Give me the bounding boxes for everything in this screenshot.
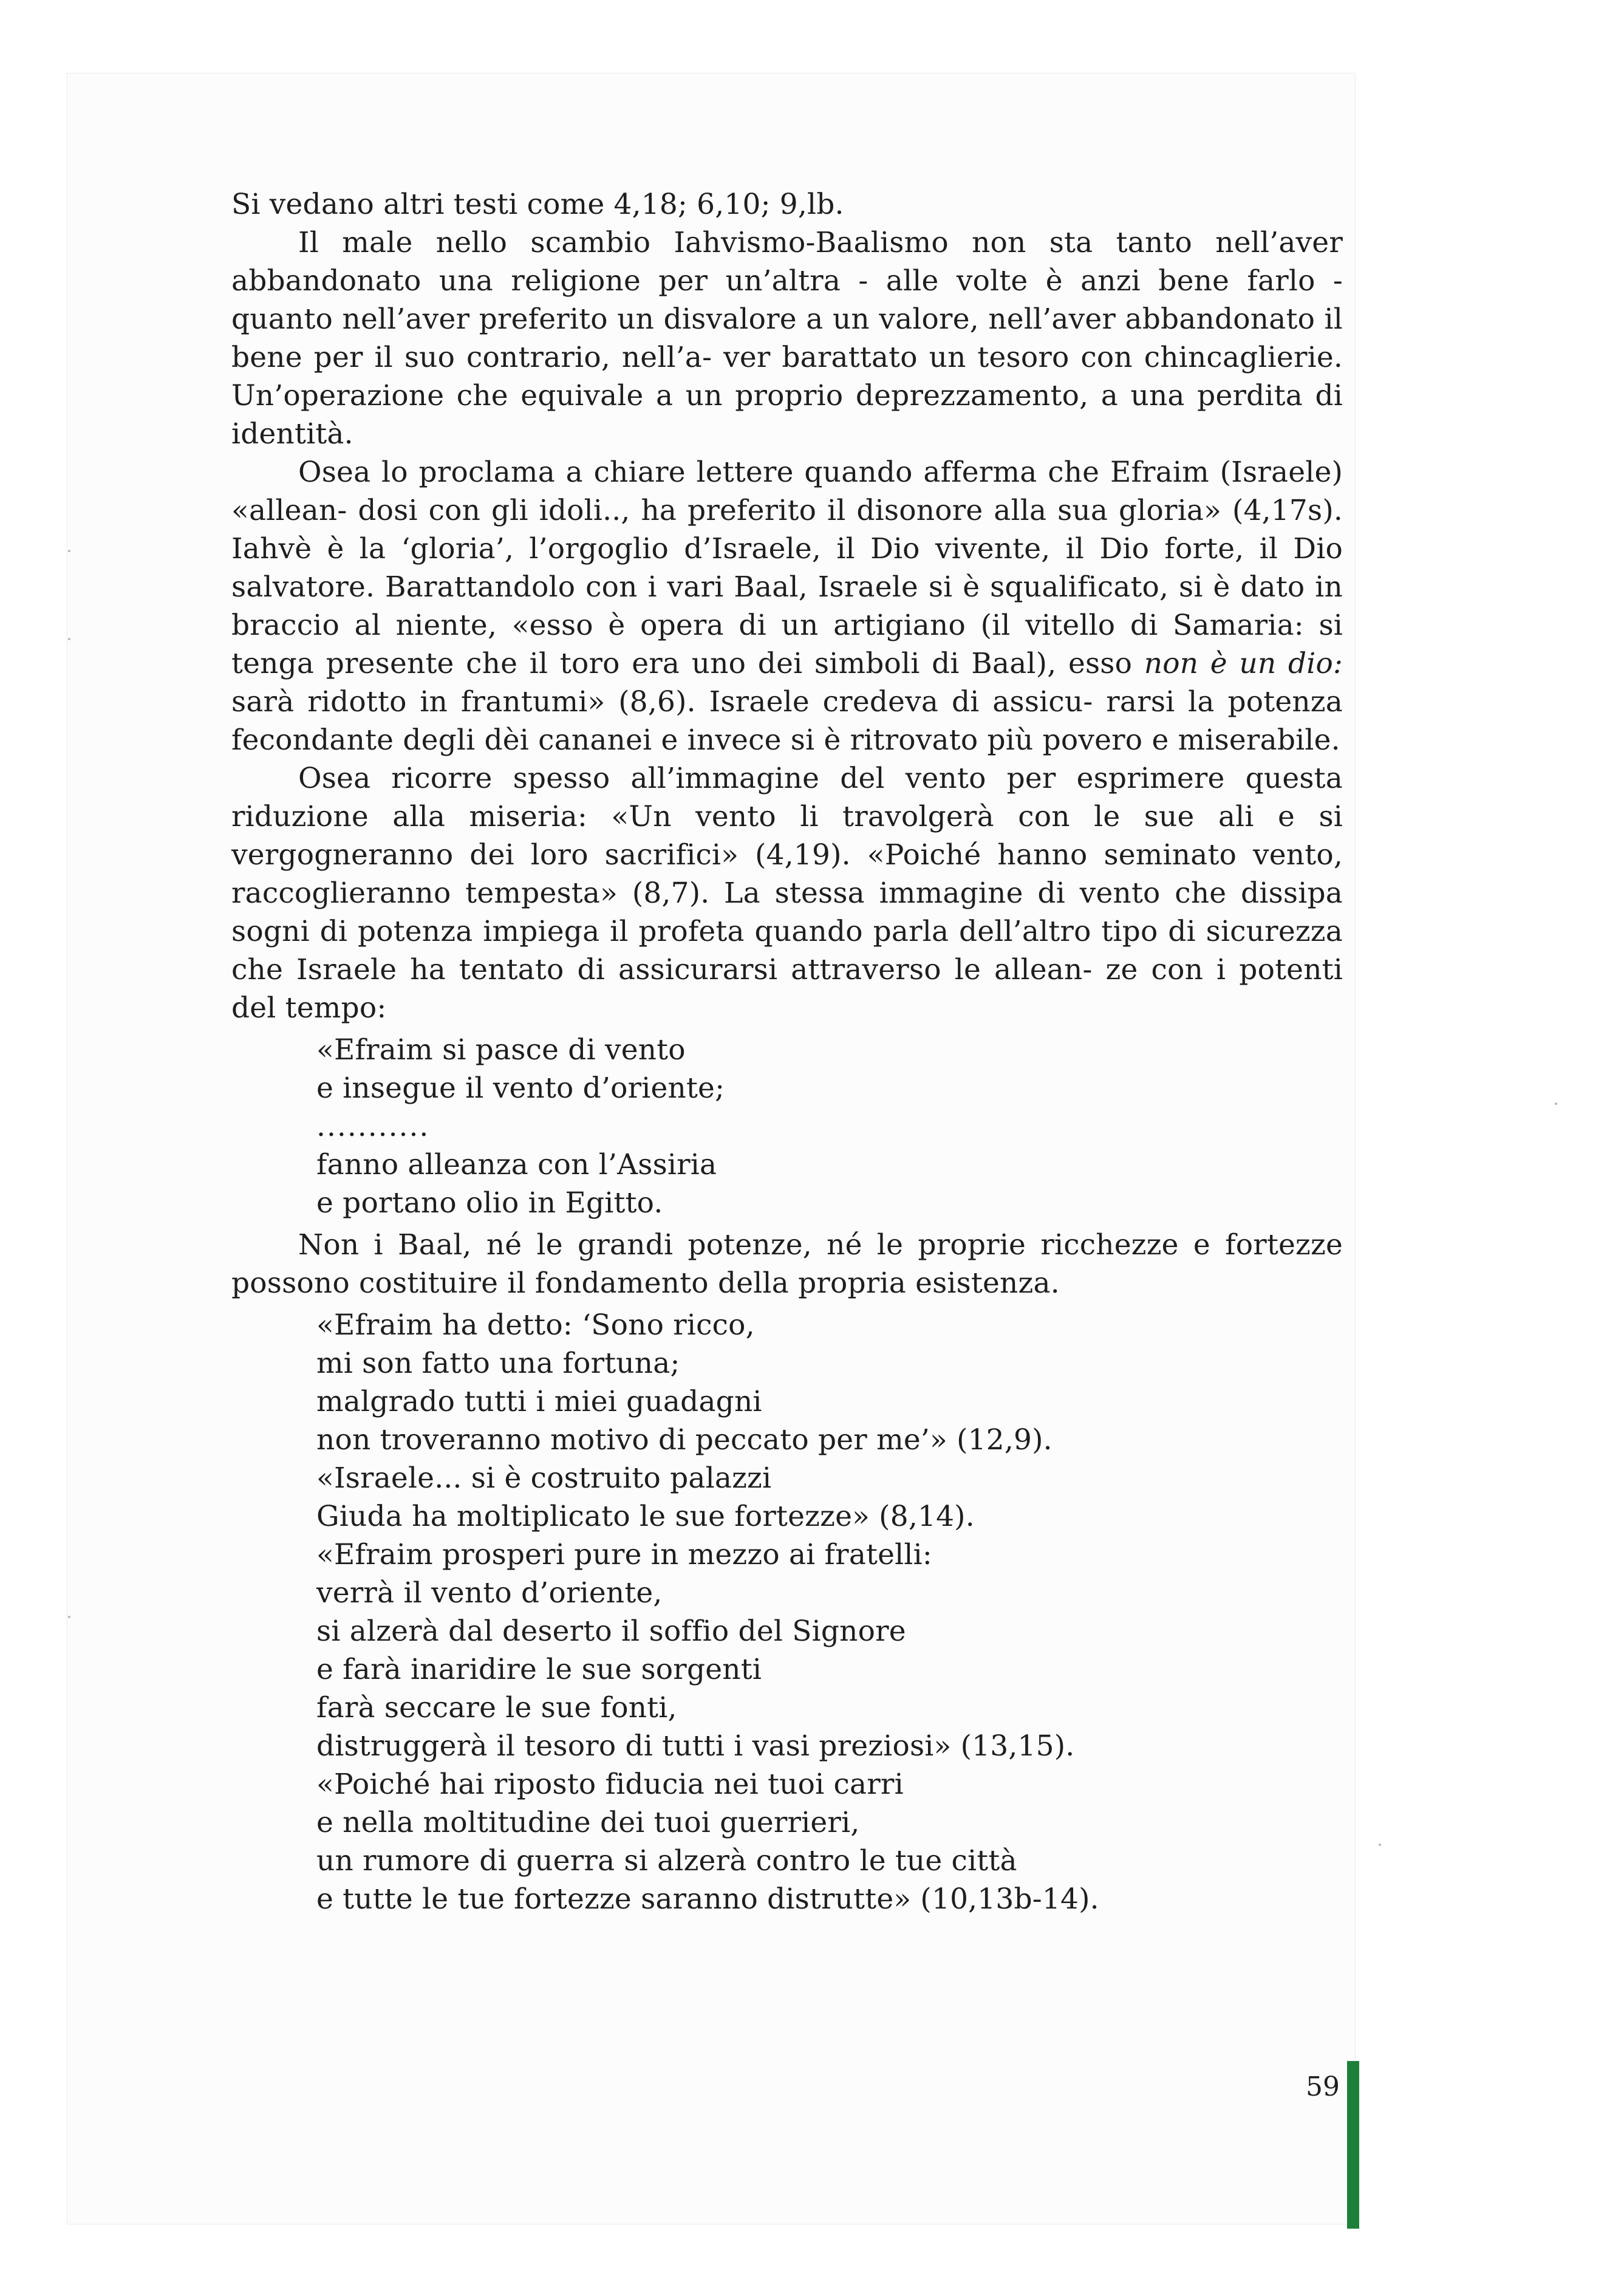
verse-line: farà seccare le sue fonti, [316,1691,677,1724]
verse-ellipsis: ........... [316,1110,430,1143]
verse-line: Giuda ha moltiplicato le sue fortezze» (8,14). [316,1500,975,1533]
verse-line: «Efraim ha detto: ‘Sono ricco, [316,1308,755,1342]
emphasis-non-e-un-dio: non è un dio: [1144,647,1343,680]
verse-line: un rumore di guerra si alzerà contro le tue città [316,1844,1017,1878]
verse-line: malgrado tutti i miei guadagni [316,1385,762,1418]
scan-speck [68,638,70,640]
scan-speck [1379,1844,1381,1846]
paragraph-iahvismo: Il male nello scambio Iahvismo-Baalismo non sta tanto nell’aver abbandonato una religione per un’altra - alle volte è anzi bene farlo - quanto nell’aver preferito un disvalore a un valore, nell’aver abbandonato il bene per il suo contrario, nell’a- ver barattato un tesoro con chincaglierie. Un’operazione che equivale a un proprio deprezzamento, a una perdita di identità. [231,226,1343,451]
scan-speck [1555,1102,1557,1105]
verse-line: verrà il vento d’oriente, [316,1576,663,1610]
verse-line: si alzerà dal deserto il soffio del Signore [316,1615,906,1648]
paragraph-osea-proclama [231,453,1343,759]
verse-line: «Efraim si pasce di vento [316,1033,686,1067]
verse-line: non troveranno motivo di peccato per me’» (12,9). [316,1423,1053,1457]
verse-line: mi son fatto una fortuna; [316,1347,680,1380]
paragraph-vento: Osea ricorre spesso all’immagine del vento per esprimere questa riduzione alla miseria: «Un vento li travolgerà con le sue ali e si vergogneranno dei loro sacrifici» (4,19). «Poiché hanno seminato vento, raccoglieranno tempesta» (8,7). La stessa immagine di vento che dissipa sogni di potenza impiega il profeta quando parla dell’altro tipo di sicurezza che Israele ha tentato di assicurarsi attraverso le allean- ze con i potenti del tempo: [231,762,1343,1025]
scan-speck [68,550,70,552]
verse-line: e portano olio in Egitto. [316,1186,663,1220]
verse-line: e nella moltitudine dei tuoi guerrieri, [316,1806,860,1839]
paragraph-osea-text-b: sarà ridotto in frantumi» (8,6). Israele credeva di assicu- rarsi la potenza fecondante degli dèi cananei e invece si è ritrovato più povero e miserabile. [231,685,1343,757]
page-number: 59 [1306,2071,1340,2102]
verse-line: «Poiché hai riposto fiducia nei tuoi carri [316,1768,904,1801]
paragraph-non-i-baal: Non i Baal, né le grandi potenze, né le proprie ricchezze e fortezze possono costituire il fondamento della propria esistenza. [231,1228,1343,1300]
verse-quotes-efraim-ricco [316,1306,1343,1918]
scan-speck [68,1616,70,1618]
verse-quote-efraim-vento [316,1031,1343,1222]
verse-line: «Efraim prosperi pure in mezzo ai fratelli: [316,1538,932,1571]
verse-line: distruggerà il tesoro di tutti i vasi preziosi» (13,15). [316,1729,1075,1763]
body-text [231,185,1343,1922]
paragraph-osea-text-a: Osea lo proclama a chiare lettere quando afferma che Efraim (Israele) «allean- dosi con gli idoli.., ha preferito il disonore alla sua gloria» (4,17s). Iahvè è la ‘gloria’, l’orgoglio d’Israele, il Dio vivente, il Dio forte, il Dio salvatore. Barattandolo con i vari Baal, Israele si è squalificato, si è dato in braccio al niente, «esso è opera di un artigiano (il vitello di Samaria: si tenga presente che il toro era uno dei simboli di Baal), esso [231,456,1343,680]
verse-line: e insegue il vento d’oriente; [316,1072,725,1105]
verse-line: e tutte le tue fortezze saranno distrutte» (10,13b-14). [316,1882,1099,1916]
verse-line: «Israele... si è costruito palazzi [316,1461,772,1495]
paragraph-references: Si vedano altri testi come 4,18; 6,10; 9,lb. [231,188,844,221]
verse-line: e farà inaridire le sue sorgenti [316,1653,762,1686]
green-margin-bar [1347,2061,1359,2229]
verse-line: fanno alleanza con l’Assiria [316,1148,717,1181]
